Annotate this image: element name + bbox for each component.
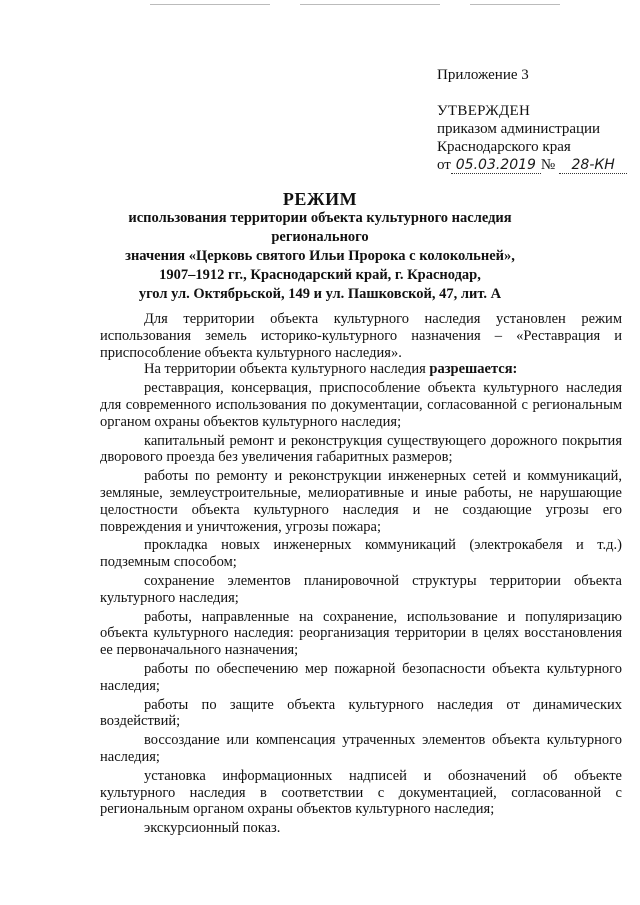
number-label: №: [540, 157, 556, 173]
handwritten-number: 28-КН: [559, 157, 627, 174]
allowed-heading: [100, 361, 622, 378]
intro-paragraph: Для территории объекта культурного наследия установлен режим использования земель историко-культурного назначения – «Реставрация и приспособление объекта культурного наследия».: [100, 311, 622, 361]
title-line-4: угол ул. Октябрьской, 149 и ул. Пашковской, 47, лит. А: [138, 286, 502, 302]
approval-block: [437, 66, 627, 174]
list-item: работы по обеспечению мер пожарной безопасности объекта культурного наследия;: [100, 660, 622, 694]
document-body: [100, 311, 622, 837]
allowed-bold: разрешается:: [429, 361, 518, 378]
list-item: экскурсионный показ.: [144, 820, 281, 837]
scan-edge-line: [470, 4, 560, 5]
order-date-number: [437, 156, 627, 174]
list-item: работы по ремонту и реконструкции инженерных сетей и коммуникаций, земляные, землеустроительные, мелиоративные и иные работы, не нарушающие целостности объекта культурного наследия и не создающие угрозы его повреждения и уничтожения, угрозы пожара;: [100, 468, 622, 535]
list-item: работы по защите объекта культурного наследия от динамических воздействий;: [100, 696, 622, 730]
list-item: сохранение элементов планировочной структуры территории объекта культурного наследия;: [100, 572, 622, 606]
title-line-3: 1907–1912 гг., Краснодарский край, г. Краснодар,: [159, 267, 481, 283]
from-label: от: [437, 157, 451, 173]
approval-line-2: Краснодарского края: [437, 139, 571, 155]
title-heading: РЕЖИМ: [282, 189, 358, 209]
approved-label: УТВЕРЖДЕН: [437, 103, 531, 119]
handwritten-date: 05.03.2019: [451, 157, 541, 174]
list-item: воссоздание или компенсация утраченных элементов объекта культурного наследия;: [100, 732, 622, 765]
scan-edge-line: [300, 4, 440, 5]
list-item: прокладка новых инженерных коммуникаций (электрокабеля и т.д.) подземным способом;: [100, 537, 622, 571]
list-item: капитальный ремонт и реконструкция существующего дорожного покрытия дворового проезда без увеличения габаритных размеров;: [100, 432, 622, 466]
list-item: работы, направленные на сохранение, использование и популяризацию объекта культурного наследия: реорганизация территории в целях восстановления ее первоначального назначения;: [100, 608, 622, 659]
approval-line-1: приказом администрации: [437, 121, 601, 137]
scan-edge-line: [150, 4, 270, 5]
list-item: установка информационных надписей и обозначений об объекте культурного наследия в соответствии с документацией, согласованной с региональным органом охраны объектов культурного наследия;: [100, 767, 622, 818]
title-line-2: значения «Церковь святого Ильи Пророка с колокольней»,: [125, 248, 515, 264]
allowed-prefix: На территории объекта культурного наследия: [144, 361, 430, 378]
title-line-1: использования территории объекта культурного наследия регионального: [128, 210, 512, 245]
document-title: [100, 189, 540, 304]
list-item: реставрация, консервация, приспособление объекта культурного наследия для современного использования по документации, согласованной с региональным органом охраны объектов культурного наследия;: [100, 380, 622, 430]
appendix-label: Приложение 3: [437, 67, 529, 83]
